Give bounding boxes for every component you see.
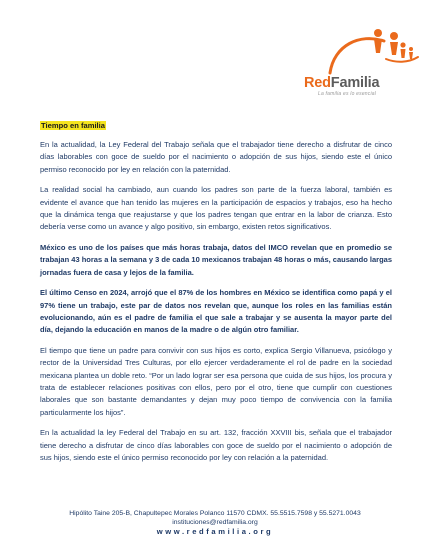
page-footer bbox=[0, 510, 430, 536]
logo-wordmark bbox=[304, 76, 379, 91]
document-title: Tiempo en familia bbox=[41, 121, 106, 130]
document-body bbox=[40, 115, 392, 473]
footer-email[interactable]: instituciones@redfamilia.org bbox=[172, 518, 258, 526]
paragraph-2: La realidad social ha cambiado, aun cuando los padres son parte de la fuerza laboral, también es evidente el avance que han tenido las mujeres en la participación de espacios y trabajos, eso ha hecho que la dinámica tenga que reajustarse y que los padres tengan que entrar en la labor de crianza. Esto debería verse como un avance y algo positivo, sin embargo, existen retos significativos. bbox=[40, 185, 392, 232]
logo-word-red: Red bbox=[304, 75, 331, 91]
logo-tagline: La familia es lo esencial bbox=[318, 91, 377, 97]
logo-word-familia: Familia bbox=[330, 75, 380, 91]
paragraph-1: En la actualidad, la Ley Federal del Trabajo señala que el trabajador tiene derecho a disfrutar de cinco días laborables con goce de sueldo por el nacimiento o adopción de sus hijos, siendo este el único permiso reconocido por ley en relación con la paternidad. bbox=[40, 140, 392, 174]
paragraph-6: En la actualidad la ley Federal del Trabajo en su art. 132, fracción XXVIII bis, señala que el trabajador tiene derecho a disfrutar de cinco días laborables con goce de sueldo por el nacimiento o adopción de sus hijos, siendo este el único permiso reconocido por ley con relación a la paternidad. bbox=[40, 428, 392, 463]
footer-address: Hipólito Taine 205-B, Chapultepec Morales Polanco 11570 CDMX. 55.5515.7598 y 55.5271.0043 bbox=[69, 510, 361, 517]
paragraph-3: México es uno de los países que más horas trabaja, datos del IMCO revelan que en promedio se trabajan 43 horas a la semana y 3 de cada 10 mexicanos trabajan 48 horas o más, causando largas jornadas fuera de casa y lejos de la familia. bbox=[40, 243, 392, 277]
redfamilia-logo bbox=[300, 27, 425, 97]
footer-website[interactable]: www.redfamilia.org bbox=[156, 527, 274, 537]
family-figures-icon bbox=[300, 27, 425, 77]
paragraph-5: El tiempo que tiene un padre para convivir con sus hijos es corto, explica Sergio Villanueva, psicólogo y rector de la Universidad Tres Culturas, por ello ejercer verdaderamente el rol de padre en la sociedad mexicana plantea un doble reto. “Por un lado lograr ser esa persona que cuida de sus hijos, los procura y trata de establecer relaciones positivas con ellos, pero por el otro, tiene que cumplir con cuestiones laborales que son bastante demandantes y dejan muy poco tiempo de convivencia con la familia particularmente los hijos”. bbox=[40, 346, 392, 417]
paragraph-4: El último Censo en 2024, arrojó que el 87% de los hombres en México se identifica como papá y el 97% tiene un trabajo, este par de datos nos revelan que, aunque los roles en las familias están evolucionando, aún es el padre de familia el que sale a trabajar y se ausenta la mayor parte del día, dejando la educación en manos de la madre o de algún otro familiar. bbox=[40, 288, 392, 335]
